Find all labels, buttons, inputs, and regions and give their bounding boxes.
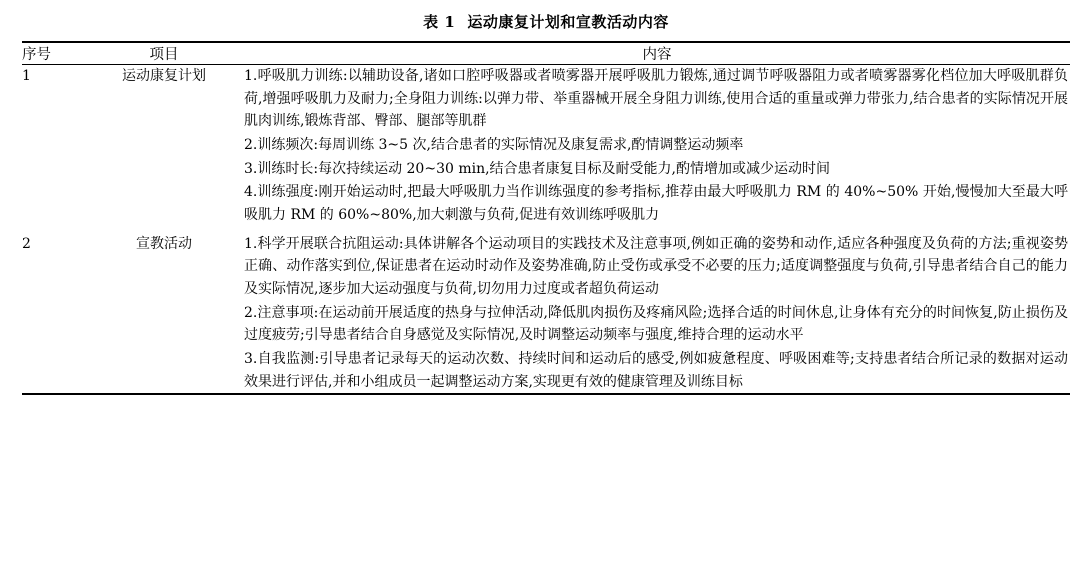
content-paragraph: 4.训练强度:刚开始运动时,把最大呼吸肌力当作训练强度的参考指标,推荐由最大呼吸肌力 RM 的 40%~50% 开始,慢慢加大至最大呼吸肌力 RM 的 60%~80%,加大刺激与负荷,促进有效训练呼吸肌力 — [244, 184, 1068, 224]
row-content — [244, 65, 1070, 227]
content-table — [22, 43, 1070, 393]
header-cell-content: 内容 — [642, 47, 672, 63]
table-caption-title: 运动康复计划和宣教活动内容 — [467, 13, 669, 31]
table-body — [22, 65, 1070, 393]
table-caption — [22, 0, 1070, 41]
table-bottom-rule — [22, 393, 1070, 395]
row-item-name: 宣教活动 — [136, 235, 192, 252]
content-paragraph: 1.呼吸肌力训练:以辅助设备,诸如口腔呼吸器或者喷雾器开展呼吸肌力锻炼,通过调节呼吸器阻力或者喷雾器雾化档位加大呼吸肌群负荷,增强呼吸肌力及耐力;全身阻力训练:以弹力带、举重器械开展全身阻力训练,使用合适的重量或弹力带张力,结合患者的实际情况开展肌肉训练,锻炼背部、臀部、腿部等肌群 — [244, 68, 1068, 130]
content-paragraph: 2.训练频次:每周训练 3~5 次,结合患者的实际情况及康复需求,酌情调整运动频率 — [244, 137, 744, 154]
table-header — [22, 43, 1070, 65]
row-content — [244, 233, 1070, 394]
table-row — [22, 65, 1070, 227]
content-paragraph: 3.自我监测:引导患者记录每天的运动次数、持续时间和运动后的感受,例如疲惫程度、呼吸困难等;支持患者结合所记录的数据对运动效果进行评估,并和小组成员一起调整运动方案,实现更有效的健康管理及训练目标 — [244, 351, 1068, 390]
row-item-name: 运动康复计划 — [122, 68, 206, 84]
row-number: 2 — [22, 235, 31, 252]
table-caption-number: 表 1 — [423, 13, 456, 31]
table-row — [22, 233, 1070, 394]
content-paragraph: 2.注意事项:在运动前开展适度的热身与拉伸活动,降低肌肉损伤及疼痛风险;选择合适的时间休息,让身体有充分的时间恢复,防止损伤及过度疲劳;引导患者结合自身感觉及实际情况,及时调整运动频率与强度,维持合理的运动水平 — [244, 304, 1068, 344]
header-cell-item: 项目 — [149, 47, 179, 63]
row-number: 1 — [22, 68, 31, 84]
content-paragraph: 3.训练时长:每次持续运动 20~30 min,结合患者康复目标及耐受能力,酌情增加或减少运动时间 — [244, 160, 831, 177]
table-header-row — [22, 43, 1070, 65]
content-paragraph: 1.科学开展联合抗阻运动:具体讲解各个运动项目的实践技术及注意事项,例如正确的姿势和动作,适应各种强度及负荷的方法;重视姿势正确、动作落实到位,保证患者在运动时动作及姿势准确,防止受伤或承受不必要的压力;适度调整强度与负荷,引导患者结合自己的能力及实际情况,逐步加大运动强度与负荷,切勿用力过度或者超负荷运动 — [244, 235, 1068, 298]
header-cell-num: 序号 — [22, 47, 51, 63]
